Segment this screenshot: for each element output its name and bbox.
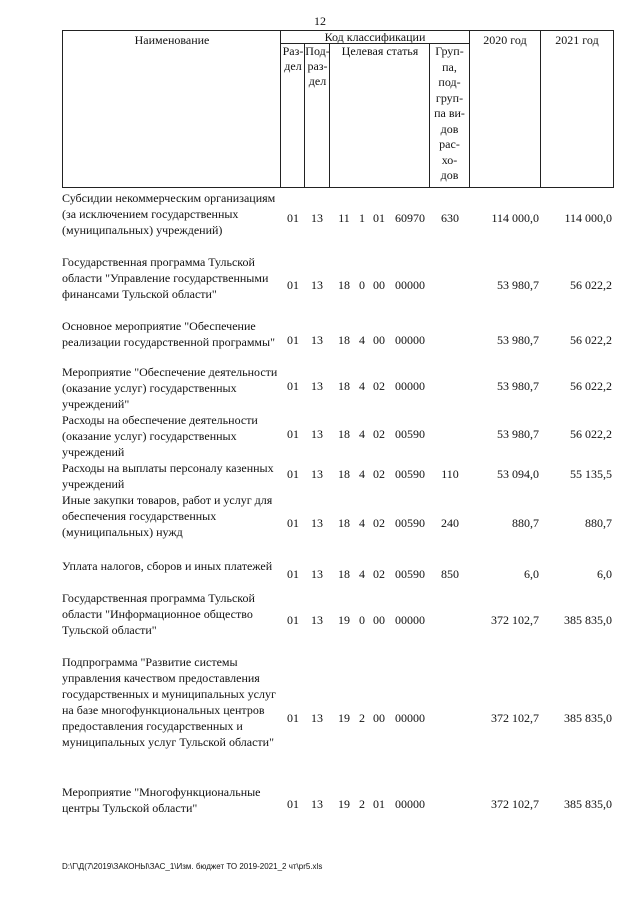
- table-row: [0, 254, 640, 318]
- row-podrazdel: 13: [311, 333, 323, 347]
- table-row: [0, 590, 640, 652]
- row-razdel: 01: [287, 467, 299, 481]
- row-2020: 53 094,0: [497, 467, 539, 481]
- row-razdel: 01: [287, 211, 299, 225]
- row-2020: 53 980,7: [497, 278, 539, 292]
- header-name: [62, 30, 281, 188]
- row-cs3: 02: [373, 379, 385, 393]
- table-row: [0, 364, 640, 412]
- row-podrazdel: 13: [311, 379, 323, 393]
- header-code-label: Код классификации: [324, 30, 426, 44]
- row-name: Уплата налогов, сборов и иных платежей: [62, 559, 273, 573]
- row-razdel: 01: [287, 711, 299, 725]
- row-podrazdel: 13: [311, 567, 323, 581]
- table-row: [0, 654, 640, 784]
- row-cs2: 4: [359, 379, 365, 393]
- row-podrazdel: 13: [311, 211, 323, 225]
- row-cs2: 2: [359, 711, 365, 725]
- row-cs1: 18: [338, 333, 350, 347]
- row-cs3: 02: [373, 516, 385, 530]
- row-name: Государственная программа Тульской области "Информационное общество Тульской области": [62, 591, 255, 637]
- row-2020: 53 980,7: [497, 333, 539, 347]
- row-cs2: 0: [359, 613, 365, 627]
- row-razdel: 01: [287, 379, 299, 393]
- row-cs3: 00: [373, 333, 385, 347]
- row-2021: 56 022,2: [570, 427, 612, 441]
- row-2021: 55 135,5: [570, 467, 612, 481]
- header-gruppa: Груп- па, под- груп- па ви- дов рас- хо- дов: [429, 43, 470, 188]
- row-razdel: 01: [287, 278, 299, 292]
- row-2021: 385 835,0: [564, 797, 612, 811]
- row-podrazdel: 13: [311, 613, 323, 627]
- header-code: [280, 30, 470, 44]
- row-2020: 53 980,7: [497, 379, 539, 393]
- row-cs2: 4: [359, 516, 365, 530]
- row-gruppa: 850: [441, 567, 459, 581]
- table-row: [0, 558, 640, 590]
- row-podrazdel: 13: [311, 278, 323, 292]
- header-podrazdel: Под- раз- дел: [304, 43, 330, 188]
- row-name: Расходы на обеспечение деятельности (оказание услуг) государственных учреждений: [62, 413, 258, 459]
- row-razdel: 01: [287, 333, 299, 347]
- row-cs4: 00590: [395, 567, 425, 581]
- row-cs3: 01: [373, 211, 385, 225]
- row-2021: 114 000,0: [564, 211, 612, 225]
- row-2020: 114 000,0: [491, 211, 539, 225]
- row-cs2: 2: [359, 797, 365, 811]
- row-cs1: 18: [338, 516, 350, 530]
- row-podrazdel: 13: [311, 427, 323, 441]
- row-2021: 880,7: [585, 516, 612, 530]
- header-2021: 2021 год: [540, 30, 614, 188]
- row-name: Иные закупки товаров, работ и услуг для обеспечения государственных (муниципальных) нужд: [62, 493, 273, 539]
- row-cs3: 02: [373, 467, 385, 481]
- row-podrazdel: 13: [311, 516, 323, 530]
- header-celevaya: Целевая статья: [329, 43, 430, 188]
- row-2020: 6,0: [524, 567, 539, 581]
- table-row: [0, 784, 640, 820]
- row-2020: 53 980,7: [497, 427, 539, 441]
- row-cs2: 4: [359, 467, 365, 481]
- row-cs4: 60970: [395, 211, 425, 225]
- row-gruppa: 630: [441, 211, 459, 225]
- row-cs4: 00590: [395, 467, 425, 481]
- row-cs3: 02: [373, 567, 385, 581]
- row-cs2: 4: [359, 427, 365, 441]
- row-podrazdel: 13: [311, 467, 323, 481]
- row-cs4: 00000: [395, 278, 425, 292]
- row-cs1: 18: [338, 379, 350, 393]
- row-cs1: 18: [338, 567, 350, 581]
- table-row: [0, 318, 640, 366]
- row-cs3: 02: [373, 427, 385, 441]
- row-cs2: 1: [359, 211, 365, 225]
- row-cs2: 4: [359, 333, 365, 347]
- row-2020: 372 102,7: [491, 797, 539, 811]
- row-gruppa: 240: [441, 516, 459, 530]
- header-name-label: Наименование: [134, 33, 210, 47]
- row-name: Субсидии некоммерческим организациям (за исключением государственных (муниципальных) учреждений): [62, 191, 276, 237]
- row-cs4: 00000: [395, 379, 425, 393]
- row-cs4: 00590: [395, 427, 425, 441]
- table-row: [0, 492, 640, 556]
- row-2020: 880,7: [512, 516, 539, 530]
- row-cs2: 4: [359, 567, 365, 581]
- row-cs3: 00: [373, 278, 385, 292]
- row-cs2: 0: [359, 278, 365, 292]
- row-2021: 385 835,0: [564, 613, 612, 627]
- row-cs1: 19: [338, 711, 350, 725]
- row-cs1: 19: [338, 613, 350, 627]
- row-cs4: 00000: [395, 797, 425, 811]
- row-2021: 385 835,0: [564, 711, 612, 725]
- row-name: Основное мероприятие "Обеспечение реализации государственной программы": [62, 319, 275, 349]
- row-razdel: 01: [287, 613, 299, 627]
- row-name: Подпрограмма "Развитие системы управления качеством предоставления государственных и муниципальных услуг на базе многофункциональных центров предоставления государственных и муниципальных услуг Тульской области": [62, 655, 276, 749]
- file-path-footer: D:\Г\Д(7\2019\ЗАКОНЫ\ЗАС_1\Изм. бюджет ТО 2019-2021_2 чт\pr5.xls: [62, 862, 323, 871]
- page-number: 12: [314, 14, 326, 28]
- row-2021: 56 022,2: [570, 379, 612, 393]
- row-razdel: 01: [287, 567, 299, 581]
- row-2021: 56 022,2: [570, 278, 612, 292]
- table-row: [0, 460, 640, 492]
- row-name: Расходы на выплаты персоналу казенных учреждений: [62, 461, 274, 491]
- row-podrazdel: 13: [311, 711, 323, 725]
- row-2020: 372 102,7: [491, 613, 539, 627]
- row-cs4: 00000: [395, 711, 425, 725]
- row-cs1: 18: [338, 278, 350, 292]
- row-podrazdel: 13: [311, 797, 323, 811]
- row-cs1: 18: [338, 427, 350, 441]
- row-cs3: 00: [373, 711, 385, 725]
- table-row: [0, 412, 640, 460]
- row-cs1: 19: [338, 797, 350, 811]
- row-cs1: 18: [338, 467, 350, 481]
- row-razdel: 01: [287, 516, 299, 530]
- row-razdel: 01: [287, 427, 299, 441]
- row-2020: 372 102,7: [491, 711, 539, 725]
- row-cs1: 11: [338, 211, 350, 225]
- row-cs3: 01: [373, 797, 385, 811]
- header-2020: 2020 год: [469, 30, 541, 188]
- row-name: Государственная программа Тульской области "Управление государственными финансами Тульской области": [62, 255, 269, 301]
- row-name: Мероприятие "Многофункциональные центры Тульской области": [62, 785, 261, 815]
- row-gruppa: 110: [441, 467, 459, 481]
- header-razdel: Раз- дел: [280, 43, 305, 188]
- row-name: Мероприятие "Обеспечение деятельности (оказание услуг) государственных учреждений": [62, 365, 278, 411]
- row-2021: 56 022,2: [570, 333, 612, 347]
- row-2021: 6,0: [597, 567, 612, 581]
- row-razdel: 01: [287, 797, 299, 811]
- row-cs3: 00: [373, 613, 385, 627]
- table-row: [0, 190, 640, 250]
- row-cs4: 00590: [395, 516, 425, 530]
- row-cs4: 00000: [395, 613, 425, 627]
- row-cs4: 00000: [395, 333, 425, 347]
